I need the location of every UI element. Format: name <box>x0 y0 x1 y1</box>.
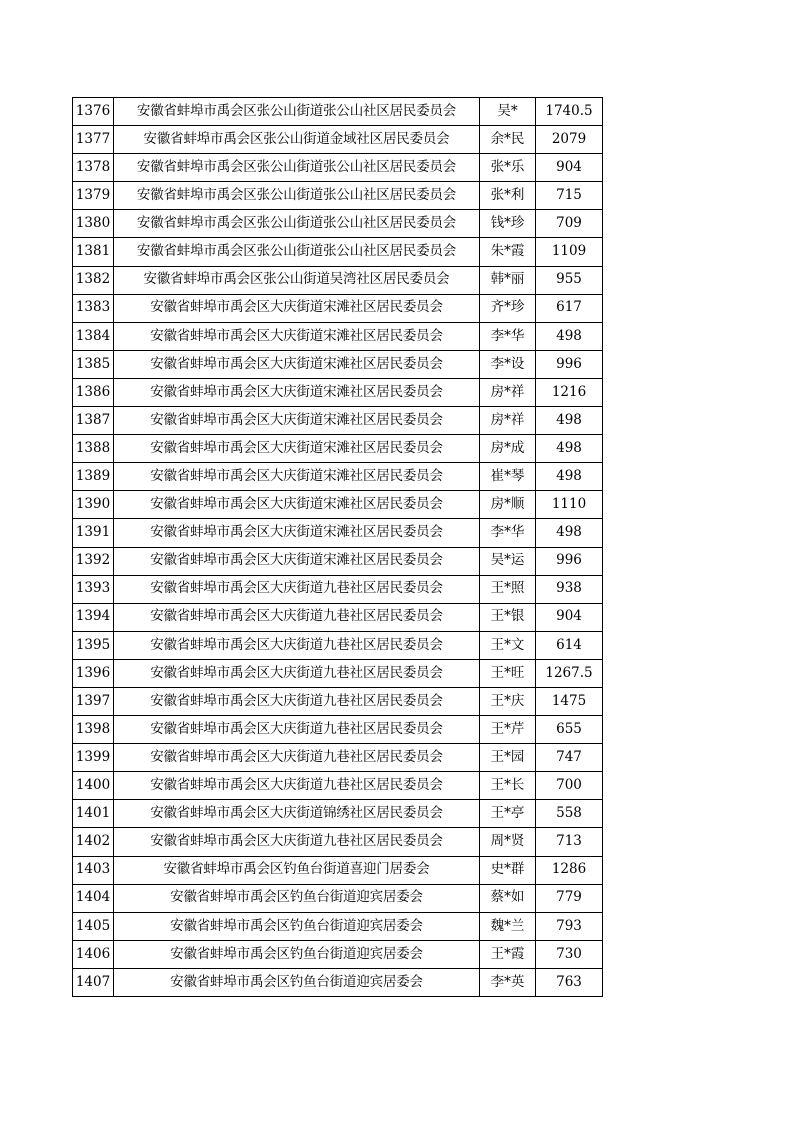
table-row <box>73 350 603 378</box>
row-number-cell: 1395 <box>73 631 114 659</box>
table-row <box>73 266 603 294</box>
recipient-name-cell: 房*祥 <box>480 407 536 435</box>
recipient-name-cell: 齐*珍 <box>480 294 536 322</box>
recipient-name-cell: 王*旺 <box>480 659 536 687</box>
row-number-cell: 1399 <box>73 744 114 772</box>
table-row <box>73 407 603 435</box>
row-number-cell: 1389 <box>73 463 114 491</box>
amount-cell: 763 <box>536 968 603 996</box>
row-number-cell: 1401 <box>73 800 114 828</box>
row-number-cell: 1382 <box>73 266 114 294</box>
table-row <box>73 294 603 322</box>
table-row <box>73 575 603 603</box>
amount-cell: 715 <box>536 182 603 210</box>
organization-cell: 安徽省蚌埠市禹会区大庆街道宋滩社区居民委员会 <box>114 294 480 322</box>
recipient-name-cell: 房*成 <box>480 435 536 463</box>
recipient-name-cell: 钱*珍 <box>480 210 536 238</box>
recipient-name-cell: 余*民 <box>480 126 536 154</box>
organization-cell: 安徽省蚌埠市禹会区大庆街道锦绣社区居民委员会 <box>114 800 480 828</box>
table-row <box>73 210 603 238</box>
organization-cell: 安徽省蚌埠市禹会区大庆街道九巷社区居民委员会 <box>114 603 480 631</box>
row-number-cell: 1393 <box>73 575 114 603</box>
amount-cell: 498 <box>536 322 603 350</box>
amount-cell: 709 <box>536 210 603 238</box>
recipient-name-cell: 王*银 <box>480 603 536 631</box>
table-row <box>73 322 603 350</box>
amount-cell: 700 <box>536 772 603 800</box>
row-number-cell: 1404 <box>73 884 114 912</box>
table-row <box>73 800 603 828</box>
table-row <box>73 744 603 772</box>
table-row <box>73 491 603 519</box>
row-number-cell: 1385 <box>73 350 114 378</box>
row-number-cell: 1390 <box>73 491 114 519</box>
organization-cell: 安徽省蚌埠市禹会区大庆街道宋滩社区居民委员会 <box>114 491 480 519</box>
row-number-cell: 1394 <box>73 603 114 631</box>
organization-cell: 安徽省蚌埠市禹会区大庆街道九巷社区居民委员会 <box>114 716 480 744</box>
recipient-name-cell: 王*亭 <box>480 800 536 828</box>
amount-cell: 1109 <box>536 238 603 266</box>
recipient-name-cell: 史*群 <box>480 856 536 884</box>
row-number-cell: 1402 <box>73 828 114 856</box>
organization-cell: 安徽省蚌埠市禹会区大庆街道宋滩社区居民委员会 <box>114 322 480 350</box>
table-row <box>73 884 603 912</box>
table-row <box>73 912 603 940</box>
organization-cell: 安徽省蚌埠市禹会区大庆街道宋滩社区居民委员会 <box>114 435 480 463</box>
amount-cell: 558 <box>536 800 603 828</box>
organization-cell: 安徽省蚌埠市禹会区张公山街道张公山社区居民委员会 <box>114 154 480 182</box>
recipient-name-cell: 魏*兰 <box>480 912 536 940</box>
table-row <box>73 968 603 996</box>
organization-cell: 安徽省蚌埠市禹会区大庆街道宋滩社区居民委员会 <box>114 463 480 491</box>
table-row <box>73 603 603 631</box>
organization-cell: 安徽省蚌埠市禹会区大庆街道宋滩社区居民委员会 <box>114 350 480 378</box>
recipient-name-cell: 张*利 <box>480 182 536 210</box>
recipient-name-cell: 王*文 <box>480 631 536 659</box>
row-number-cell: 1388 <box>73 435 114 463</box>
recipient-name-cell: 李*华 <box>480 322 536 350</box>
recipient-name-cell: 王*照 <box>480 575 536 603</box>
organization-cell: 安徽省蚌埠市禹会区大庆街道宋滩社区居民委员会 <box>114 547 480 575</box>
table-row <box>73 716 603 744</box>
amount-cell: 904 <box>536 603 603 631</box>
amount-cell: 617 <box>536 294 603 322</box>
amount-cell: 938 <box>536 575 603 603</box>
table-row <box>73 238 603 266</box>
amount-cell: 996 <box>536 547 603 575</box>
amount-cell: 1740.5 <box>536 98 603 126</box>
row-number-cell: 1381 <box>73 238 114 266</box>
recipient-name-cell: 王*霞 <box>480 940 536 968</box>
amount-cell: 793 <box>536 912 603 940</box>
table-row <box>73 463 603 491</box>
row-number-cell: 1397 <box>73 687 114 715</box>
recipient-name-cell: 李*英 <box>480 968 536 996</box>
organization-cell: 安徽省蚌埠市禹会区大庆街道宋滩社区居民委员会 <box>114 519 480 547</box>
row-number-cell: 1377 <box>73 126 114 154</box>
organization-cell: 安徽省蚌埠市禹会区钓鱼台街道喜迎门居委会 <box>114 856 480 884</box>
organization-cell: 安徽省蚌埠市禹会区张公山街道张公山社区居民委员会 <box>114 182 480 210</box>
organization-cell: 安徽省蚌埠市禹会区钓鱼台街道迎宾居委会 <box>114 884 480 912</box>
organization-cell: 安徽省蚌埠市禹会区张公山街道张公山社区居民委员会 <box>114 98 480 126</box>
amount-cell: 1110 <box>536 491 603 519</box>
recipient-name-cell: 张*乐 <box>480 154 536 182</box>
table-row <box>73 687 603 715</box>
table-body <box>73 98 603 997</box>
recipient-name-cell: 房*祥 <box>480 378 536 406</box>
table-row <box>73 940 603 968</box>
row-number-cell: 1406 <box>73 940 114 968</box>
recipient-name-cell: 王*园 <box>480 744 536 772</box>
table-row <box>73 126 603 154</box>
row-number-cell: 1396 <box>73 659 114 687</box>
recipient-name-cell: 李*华 <box>480 519 536 547</box>
row-number-cell: 1400 <box>73 772 114 800</box>
row-number-cell: 1384 <box>73 322 114 350</box>
amount-cell: 730 <box>536 940 603 968</box>
amount-cell: 655 <box>536 716 603 744</box>
table-row <box>73 659 603 687</box>
organization-cell: 安徽省蚌埠市禹会区大庆街道九巷社区居民委员会 <box>114 631 480 659</box>
recipient-name-cell: 王*长 <box>480 772 536 800</box>
row-number-cell: 1376 <box>73 98 114 126</box>
organization-cell: 安徽省蚌埠市禹会区大庆街道九巷社区居民委员会 <box>114 687 480 715</box>
amount-cell: 1286 <box>536 856 603 884</box>
recipient-name-cell: 王*芹 <box>480 716 536 744</box>
table-row <box>73 631 603 659</box>
organization-cell: 安徽省蚌埠市禹会区张公山街道张公山社区居民委员会 <box>114 210 480 238</box>
recipient-name-cell: 李*设 <box>480 350 536 378</box>
organization-cell: 安徽省蚌埠市禹会区大庆街道九巷社区居民委员会 <box>114 659 480 687</box>
recipient-name-cell: 韩*丽 <box>480 266 536 294</box>
organization-cell: 安徽省蚌埠市禹会区大庆街道宋滩社区居民委员会 <box>114 407 480 435</box>
organization-cell: 安徽省蚌埠市禹会区大庆街道九巷社区居民委员会 <box>114 772 480 800</box>
row-number-cell: 1392 <box>73 547 114 575</box>
organization-cell: 安徽省蚌埠市禹会区大庆街道宋滩社区居民委员会 <box>114 378 480 406</box>
amount-cell: 1267.5 <box>536 659 603 687</box>
organization-cell: 安徽省蚌埠市禹会区张公山街道张公山社区居民委员会 <box>114 238 480 266</box>
amount-cell: 1216 <box>536 378 603 406</box>
amount-cell: 996 <box>536 350 603 378</box>
amount-cell: 1475 <box>536 687 603 715</box>
table-row <box>73 182 603 210</box>
organization-cell: 安徽省蚌埠市禹会区钓鱼台街道迎宾居委会 <box>114 940 480 968</box>
table-row <box>73 519 603 547</box>
amount-cell: 498 <box>536 463 603 491</box>
amount-cell: 747 <box>536 744 603 772</box>
amount-cell: 955 <box>536 266 603 294</box>
amount-cell: 498 <box>536 435 603 463</box>
allowance-table <box>72 97 603 997</box>
table-row <box>73 772 603 800</box>
row-number-cell: 1386 <box>73 378 114 406</box>
table-row <box>73 828 603 856</box>
table-row <box>73 856 603 884</box>
recipient-name-cell: 朱*霞 <box>480 238 536 266</box>
recipient-name-cell: 房*顺 <box>480 491 536 519</box>
recipient-name-cell: 崔*琴 <box>480 463 536 491</box>
table-row <box>73 435 603 463</box>
organization-cell: 安徽省蚌埠市禹会区钓鱼台街道迎宾居委会 <box>114 968 480 996</box>
row-number-cell: 1383 <box>73 294 114 322</box>
row-number-cell: 1391 <box>73 519 114 547</box>
organization-cell: 安徽省蚌埠市禹会区张公山街道金域社区居民委员会 <box>114 126 480 154</box>
organization-cell: 安徽省蚌埠市禹会区张公山街道吴湾社区居民委员会 <box>114 266 480 294</box>
table-row <box>73 98 603 126</box>
organization-cell: 安徽省蚌埠市禹会区大庆街道九巷社区居民委员会 <box>114 744 480 772</box>
amount-cell: 713 <box>536 828 603 856</box>
amount-cell: 2079 <box>536 126 603 154</box>
table-row <box>73 154 603 182</box>
amount-cell: 498 <box>536 519 603 547</box>
row-number-cell: 1380 <box>73 210 114 238</box>
row-number-cell: 1398 <box>73 716 114 744</box>
amount-cell: 904 <box>536 154 603 182</box>
row-number-cell: 1407 <box>73 968 114 996</box>
recipient-name-cell: 吴*运 <box>480 547 536 575</box>
row-number-cell: 1403 <box>73 856 114 884</box>
row-number-cell: 1379 <box>73 182 114 210</box>
row-number-cell: 1405 <box>73 912 114 940</box>
row-number-cell: 1378 <box>73 154 114 182</box>
recipient-name-cell: 王*庆 <box>480 687 536 715</box>
organization-cell: 安徽省蚌埠市禹会区钓鱼台街道迎宾居委会 <box>114 912 480 940</box>
amount-cell: 779 <box>536 884 603 912</box>
table-row <box>73 547 603 575</box>
recipient-name-cell: 周*贤 <box>480 828 536 856</box>
row-number-cell: 1387 <box>73 407 114 435</box>
organization-cell: 安徽省蚌埠市禹会区大庆街道九巷社区居民委员会 <box>114 575 480 603</box>
amount-cell: 498 <box>536 407 603 435</box>
organization-cell: 安徽省蚌埠市禹会区大庆街道九巷社区居民委员会 <box>114 828 480 856</box>
recipient-name-cell: 吴* <box>480 98 536 126</box>
table-row <box>73 378 603 406</box>
recipient-name-cell: 蔡*如 <box>480 884 536 912</box>
amount-cell: 614 <box>536 631 603 659</box>
